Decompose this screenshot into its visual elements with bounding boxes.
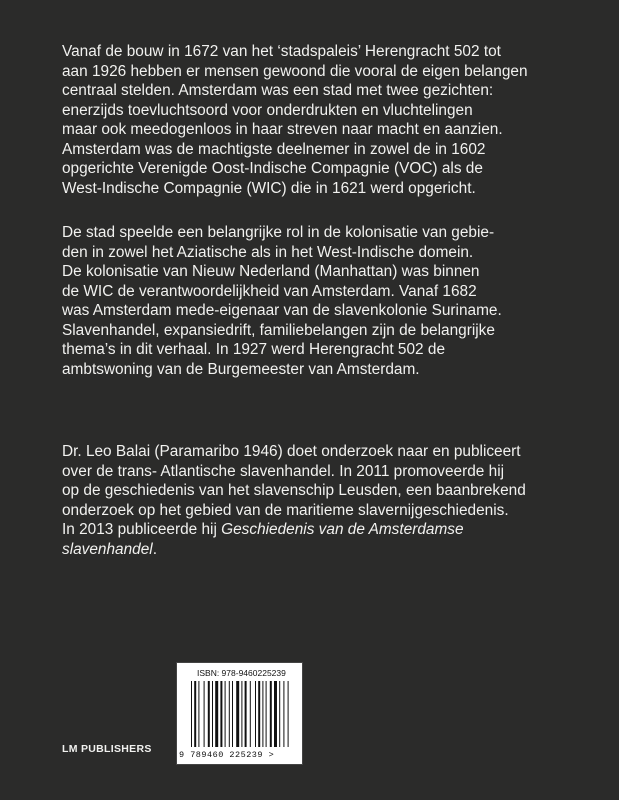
text-line: onderzoek op het gebied van de maritieme slavernijgeschiedenis. [62, 501, 509, 519]
barcode-bar [245, 681, 247, 747]
text-line: Amsterdam was de machtigste deelnemer in zowel de in 1602 [62, 140, 486, 158]
barcode-bar [279, 681, 280, 747]
intro-paragraph [62, 42, 582, 198]
barcode-bars [191, 681, 289, 749]
barcode-bar [270, 681, 272, 747]
barcode-bar [208, 681, 210, 747]
barcode-bar [258, 681, 260, 747]
barcode-bar [229, 681, 230, 747]
text-line: thema’s in dit verhaal. In 1927 werd Herengracht 502 de [62, 341, 446, 358]
author-bio-paragraph [62, 442, 582, 559]
text-line: op de geschiedenis van het slavenschip Leusden, een baanbrekend [62, 482, 526, 499]
barcode-bar [191, 681, 192, 747]
barcode-bar [232, 681, 233, 747]
text-line: De kolonisatie van Nieuw Nederland (Manhattan) was binnen [62, 263, 480, 280]
colonization-paragraph [62, 223, 582, 379]
text-line: centraal stelden. Amsterdam was een stad met twee gezichten: [62, 82, 494, 99]
barcode-bar [283, 681, 284, 747]
barcode-bar [204, 681, 205, 747]
text-line: Slavenhandel, expansiedrift, familiebelangen zijn de belangrijke [62, 321, 495, 339]
barcode-bar [236, 681, 239, 747]
book-title-continued: slavenhandel [62, 540, 153, 558]
text-line: West-Indische Compagnie (WIC) die in 1621 werd opgericht. [62, 179, 476, 197]
isbn-label: ISBN: 978-9460225239 [197, 668, 286, 678]
barcode-bar [225, 681, 226, 747]
text-line [62, 540, 582, 560]
text-line: maar ook meedogenloos in haar streven naar macht en aanzien. [62, 121, 503, 138]
barcode-digits: 9 789460 225239 > [179, 750, 275, 760]
publisher-logo: LM PUBLISHERS [62, 743, 152, 755]
text-line [62, 520, 582, 540]
text-line: De stad speelde een belangrijke rol in de kolonisatie van gebie- [62, 224, 495, 241]
barcode-bar [198, 681, 199, 747]
text-line: was Amsterdam mede-eigenaar van de slavenkolonie Suriname. [62, 302, 502, 319]
barcode-bar [274, 681, 277, 747]
text-line: Vanaf de bouw in 1672 van het ‘stadspaleis’ Herengracht 502 tot [62, 43, 501, 60]
barcode-bar [255, 681, 256, 747]
barcode-bar [288, 681, 289, 747]
barcode-bar [220, 681, 222, 747]
isbn-barcode [176, 662, 303, 765]
barcode-bar [215, 681, 218, 747]
text-line: aan 1926 hebben er mensen gewoond die vooral de eigen belangen [62, 62, 528, 80]
barcode-bar [212, 681, 213, 747]
barcode-bar [241, 681, 242, 747]
barcode-bar [250, 681, 251, 747]
bio-prefix: In 2013 publiceerde hij [62, 521, 222, 538]
text-line: over de trans- Atlantische slavenhandel. In 2011 promoveerde hij [62, 462, 505, 480]
bio-suffix: . [152, 540, 157, 558]
text-line: Dr. Leo Balai (Paramaribo 1946) doet onderzoek naar en publiceert [62, 443, 521, 460]
text-line: den in zowel het Aziatische als in het West-Indische domein. [62, 243, 474, 261]
text-line: ambtswoning van de Burgemeester van Amsterdam. [62, 360, 420, 378]
barcode-bar [194, 681, 196, 747]
text-line: de WIC de verantwoordelijkheid van Amsterdam. Vanaf 1682 [62, 282, 477, 300]
barcode-bar [266, 681, 267, 747]
text-line: enerzijds toevluchtsoord voor onderdrukten en vluchtelingen [62, 101, 473, 119]
barcode-bar [262, 681, 263, 747]
book-title: Geschiedenis van de Amsterdamse [221, 521, 464, 538]
text-line: opgerichte Verenigde Oost-Indische Compagnie (VOC) als de [62, 160, 483, 177]
